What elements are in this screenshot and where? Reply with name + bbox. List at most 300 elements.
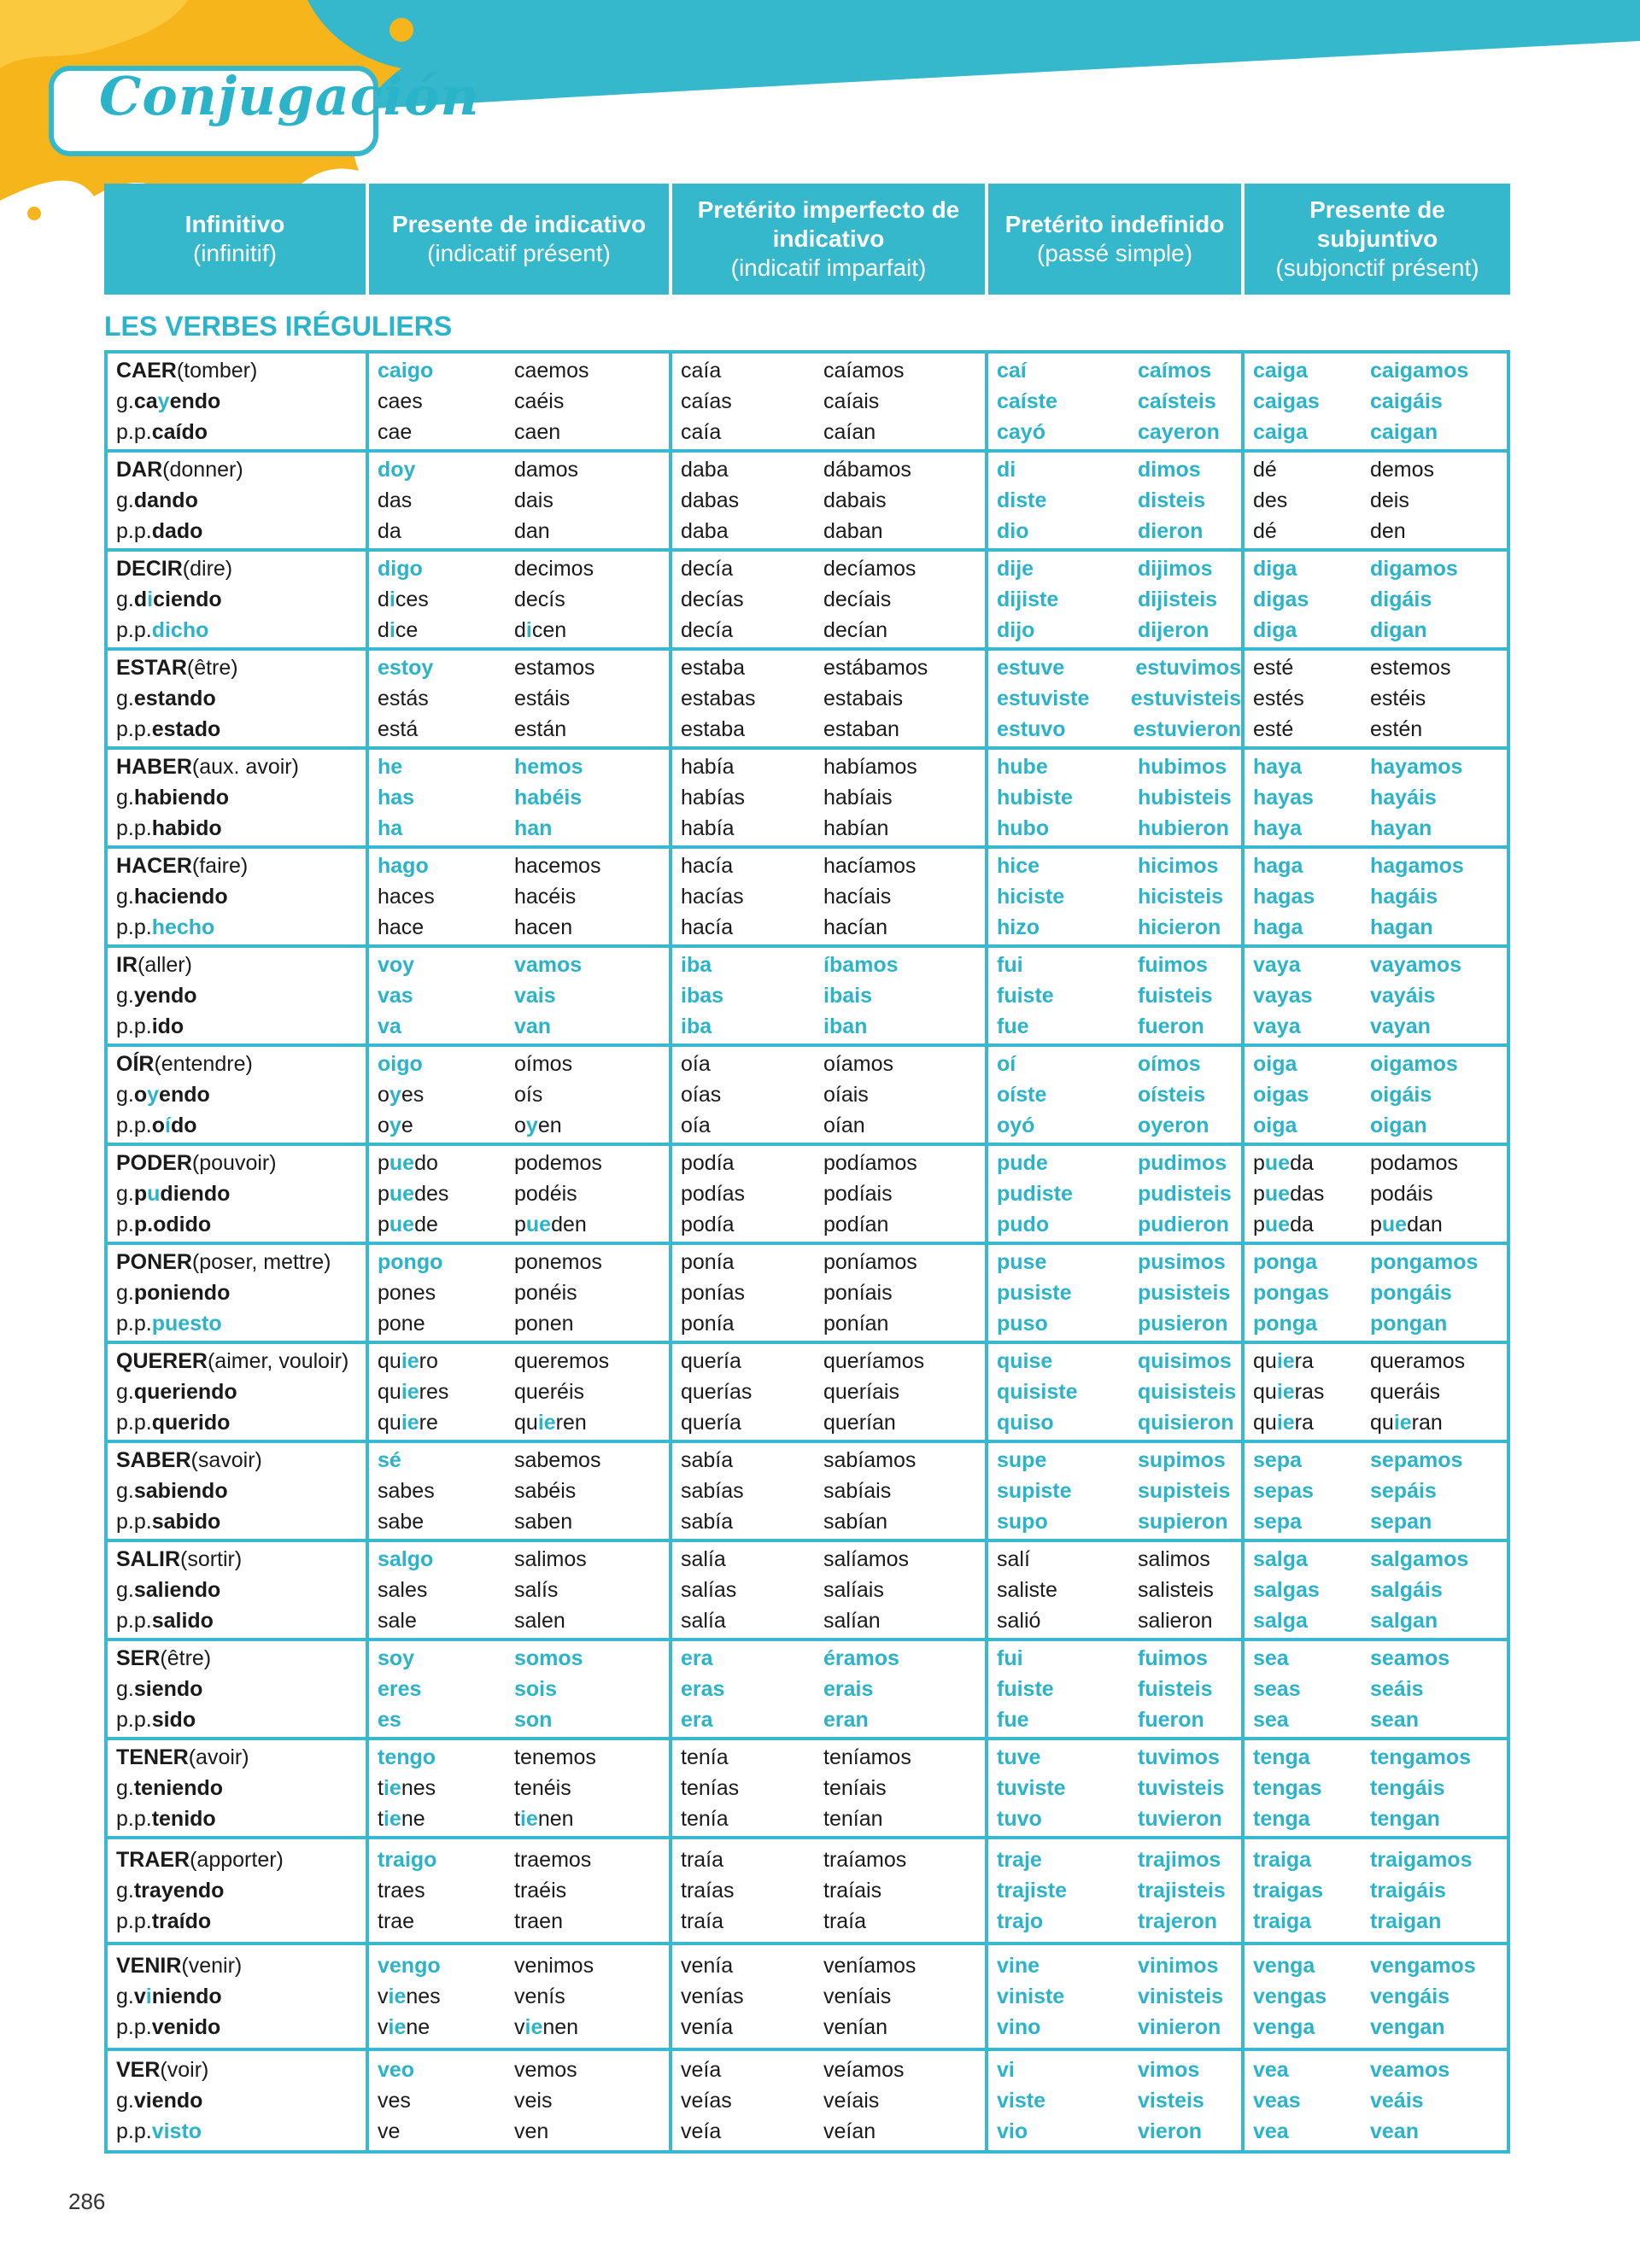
plural-form: sabemos	[514, 1448, 601, 1472]
gerund: g. poniendo	[116, 1281, 231, 1305]
indefinido-cell	[988, 1443, 1245, 1539]
plural-form: van	[514, 1014, 552, 1038]
conjugation-line	[681, 1773, 985, 1803]
header-preterito-imperfecto	[672, 184, 988, 295]
imperfecto-cell	[672, 651, 988, 746]
plural-form: quisimos	[1138, 1349, 1232, 1373]
plural-form: fuimos	[1138, 953, 1208, 977]
conjugation-line	[378, 1605, 669, 1636]
plural-form: cayeron	[1138, 420, 1220, 444]
past-participle: p.p. ido	[116, 1014, 184, 1038]
singular-form: vaya	[1253, 953, 1301, 977]
past-participle: p.p. oído	[116, 1114, 197, 1137]
gerund: g. viniendo	[116, 1984, 222, 2008]
singular-form: estás	[378, 687, 429, 710]
column-headers	[104, 184, 1510, 295]
singular-form: ponía	[681, 1312, 735, 1336]
plural-form: oigan	[1370, 1114, 1427, 1137]
conjugation-line	[681, 751, 985, 782]
conjugation-line	[378, 386, 669, 417]
conjugation-line	[1253, 584, 1507, 615]
header-presente-indicativo	[369, 184, 672, 295]
infinitive: QUERER (aimer, vouloir)	[116, 1349, 349, 1373]
singular-form: caiga	[1253, 359, 1308, 383]
conjugation-line	[378, 1981, 669, 2012]
singular-form: dé	[1253, 458, 1277, 482]
presente-indicativo-cell	[369, 1542, 672, 1638]
infinitive: VENIR (venir)	[116, 1954, 243, 1978]
singular-form: tuvo	[997, 1807, 1042, 1831]
plural-form: decís	[514, 587, 565, 611]
plural-form: salgáis	[1370, 1578, 1443, 1602]
plural-form: hubisteis	[1138, 786, 1232, 810]
conjugation-line	[997, 454, 1241, 485]
infinitive-cell	[108, 750, 369, 845]
singular-form: sea	[1253, 1708, 1289, 1732]
conjugation-line	[681, 1308, 985, 1339]
imperfecto-cell	[672, 849, 988, 944]
plural-form: estaban	[823, 717, 899, 741]
gerund: g. trayendo	[116, 1879, 225, 1903]
conjugation-line	[378, 751, 669, 782]
plural-form: seáis	[1370, 1677, 1424, 1701]
singular-form: salga	[1253, 1609, 1308, 1633]
conjugation-line	[997, 813, 1241, 844]
presente-indicativo-cell	[369, 651, 672, 746]
singular-form: das	[378, 488, 413, 512]
conjugation-line	[681, 912, 985, 943]
conjugation-line	[378, 980, 669, 1011]
conjugation-line	[378, 2085, 669, 2116]
plural-form: oísteis	[1138, 1083, 1206, 1107]
plural-form: veíamos	[823, 2058, 905, 2082]
plural-form: damos	[514, 458, 579, 482]
conjugation-line	[1253, 386, 1507, 417]
past-participle: p.p. querido	[116, 1411, 231, 1435]
conjugation-line	[378, 1544, 669, 1575]
singular-form: es	[378, 1708, 401, 1732]
conjugation-line	[1253, 615, 1507, 646]
verb-row	[104, 1143, 1510, 1242]
conjugation-line	[681, 1906, 985, 1937]
singular-form: esté	[1253, 656, 1294, 680]
conjugation-line	[681, 1148, 985, 1178]
conjugation-line	[1253, 1377, 1507, 1407]
plural-form: vienen	[514, 2015, 579, 2039]
singular-form: veas	[1253, 2089, 1301, 2113]
plural-form: traíamos	[823, 1848, 907, 1872]
singular-form: soy	[378, 1646, 415, 1670]
imperfecto-cell	[672, 1945, 988, 2048]
singular-form: supe	[997, 1448, 1047, 1472]
conjugation-line	[378, 1445, 669, 1476]
plural-form: dijimos	[1138, 557, 1213, 581]
singular-form: oías	[681, 1083, 722, 1107]
subjuntivo-cell	[1245, 1641, 1507, 1737]
conjugation-line	[1253, 1803, 1507, 1834]
plural-form: oímos	[514, 1052, 573, 1076]
conjugation-line	[378, 850, 669, 881]
singular-form: pone	[378, 1312, 425, 1336]
subjuntivo-cell	[1245, 453, 1507, 548]
plural-form: vinieron	[1138, 2015, 1221, 2039]
plural-form: hayáis	[1370, 786, 1437, 810]
infinitive: DAR (donner)	[116, 458, 243, 482]
singular-form: vino	[997, 2015, 1041, 2039]
conjugation-line	[997, 850, 1241, 881]
plural-form: quieran	[1370, 1411, 1443, 1435]
conjugation-line	[1253, 1209, 1507, 1240]
plural-form: ponemos	[514, 1250, 602, 1274]
conjugation-line	[1253, 2116, 1507, 2147]
header-label: Pretérito imperfecto de indicativo	[697, 196, 960, 252]
plural-form: traen	[514, 1909, 563, 1933]
plural-form: estamos	[514, 656, 595, 680]
plural-form: decimos	[514, 557, 594, 581]
singular-form: viniste	[997, 1984, 1065, 2008]
singular-form: vengo	[378, 1954, 441, 1978]
conjugation-line	[1253, 2085, 1507, 2116]
conjugation-line	[681, 1506, 985, 1537]
conjugation-line	[378, 516, 669, 547]
singular-form: haga	[1253, 854, 1303, 878]
subjuntivo-cell	[1245, 651, 1507, 746]
singular-form: diga	[1253, 618, 1297, 642]
past-participle: p. p.odido	[116, 1213, 212, 1236]
singular-form: hiciste	[997, 885, 1065, 909]
conjugation-line	[1253, 1049, 1507, 1079]
plural-form: puedan	[1370, 1213, 1443, 1236]
singular-form: quiso	[997, 1411, 1054, 1435]
conjugation-line	[1253, 1346, 1507, 1377]
conjugation-line	[997, 355, 1241, 386]
conjugation-line	[1253, 1575, 1507, 1605]
conjugation-line	[997, 1950, 1241, 1981]
subjuntivo-cell	[1245, 849, 1507, 944]
plural-form: podíais	[823, 1182, 893, 1206]
plural-form: vengamos	[1370, 1954, 1476, 1978]
indefinido-cell	[988, 1344, 1245, 1440]
plural-form: salen	[514, 1609, 565, 1633]
conjugation-line	[681, 355, 985, 386]
conjugation-line	[997, 615, 1241, 646]
past-participle: p.p. hecho	[116, 915, 215, 939]
plural-form: queremos	[514, 1349, 610, 1373]
indefinido-cell	[988, 1641, 1245, 1737]
singular-form: tenga	[1253, 1807, 1310, 1831]
conjugation-line	[681, 2116, 985, 2147]
singular-form: tengas	[1253, 1776, 1322, 1800]
presente-indicativo-cell	[369, 1146, 672, 1242]
subjuntivo-cell	[1245, 1245, 1507, 1341]
singular-form: puse	[997, 1250, 1047, 1274]
conjugation-line	[1253, 1704, 1507, 1735]
singular-form: querías	[681, 1380, 753, 1404]
past-participle: p.p. puesto	[116, 1312, 222, 1336]
conjugation-line	[997, 1445, 1241, 1476]
plural-form: salimos	[514, 1547, 587, 1571]
singular-form: sabía	[681, 1510, 734, 1534]
conjugation-line	[681, 615, 985, 646]
plural-form: hacían	[823, 915, 888, 939]
conjugation-line	[378, 782, 669, 813]
singular-form: salgo	[378, 1547, 434, 1571]
plural-form: hacen	[514, 915, 573, 939]
singular-form: iba	[681, 1014, 712, 1038]
singular-form: traía	[681, 1848, 724, 1872]
plural-form: estabais	[823, 687, 904, 710]
indefinido-cell	[988, 2051, 1245, 2150]
singular-form: puedo	[378, 1151, 438, 1175]
infinitive: DECIR (dire)	[116, 557, 233, 581]
plural-form: veníais	[823, 1984, 892, 2008]
singular-form: tienes	[378, 1776, 436, 1800]
conjugation-line	[1253, 553, 1507, 584]
conjugation-line	[1253, 1407, 1507, 1438]
singular-form: viste	[997, 2089, 1046, 2113]
infinitive: HABER (aux. avoir)	[116, 755, 299, 779]
singular-form: vayas	[1253, 984, 1313, 1008]
plural-form: tengáis	[1370, 1776, 1445, 1800]
singular-form: he	[378, 755, 403, 779]
plural-form: traía	[823, 1909, 867, 1933]
conjugation-line	[681, 1704, 985, 1735]
indefinido-cell	[988, 651, 1245, 746]
singular-form: quieres	[378, 1380, 449, 1404]
singular-form: vas	[378, 984, 413, 1008]
singular-form: dices	[378, 587, 429, 611]
plural-form: salís	[514, 1578, 559, 1602]
singular-form: ponga	[1253, 1250, 1317, 1274]
conjugation-line	[1253, 1148, 1507, 1178]
plural-form: fuisteis	[1138, 984, 1213, 1008]
singular-form: había	[681, 816, 735, 840]
conjugation-line	[378, 1950, 669, 1981]
conjugation-line	[378, 1407, 669, 1438]
conjugation-line	[378, 1277, 669, 1308]
conjugation-line	[681, 1377, 985, 1407]
singular-form: habías	[681, 786, 746, 810]
singular-form: eras	[681, 1677, 725, 1701]
plural-form: sabíamos	[823, 1448, 917, 1472]
presente-indicativo-cell	[369, 1245, 672, 1341]
plural-form: oigamos	[1370, 1052, 1458, 1076]
singular-form: sabe	[378, 1510, 425, 1534]
singular-form: hubo	[997, 816, 1050, 840]
plural-form: íbamos	[823, 953, 899, 977]
singular-form: trae	[378, 1909, 415, 1933]
presente-indicativo-cell	[369, 1443, 672, 1539]
infinitive-cell	[108, 1443, 369, 1539]
singular-form: salía	[681, 1547, 726, 1571]
past-participle: p.p. habido	[116, 816, 222, 840]
conjugation-line	[1253, 950, 1507, 980]
conjugation-line	[681, 1742, 985, 1773]
gerund: g. teniendo	[116, 1776, 224, 1800]
singular-form: digas	[1253, 587, 1309, 611]
indefinido-cell	[988, 354, 1245, 449]
conjugation-line	[378, 1049, 669, 1079]
plural-form: pusisteis	[1138, 1281, 1231, 1305]
plural-form: habéis	[514, 786, 583, 810]
gerund: g. estando	[116, 687, 216, 710]
conjugation-line	[1253, 1773, 1507, 1803]
singular-form: dabas	[681, 488, 740, 512]
imperfecto-cell	[672, 354, 988, 449]
singular-form: tuviste	[997, 1776, 1066, 1800]
past-participle: p.p. sido	[116, 1708, 196, 1732]
infinitive-cell	[108, 1245, 369, 1341]
singular-form: estaba	[681, 717, 746, 741]
plural-form: estuvieron	[1133, 717, 1241, 741]
plural-form: salimos	[1138, 1547, 1210, 1571]
gerund: g. diciendo	[116, 587, 222, 611]
conjugation-line	[681, 2012, 985, 2043]
singular-form: diste	[997, 488, 1047, 512]
indefinido-cell	[988, 1740, 1245, 1836]
conjugation-line	[378, 1377, 669, 1407]
conjugation-line	[378, 1875, 669, 1906]
infinitive: CAER (tomber)	[116, 359, 258, 383]
indefinido-cell	[988, 1839, 1245, 1942]
singular-form: oyó	[997, 1114, 1035, 1137]
plural-form: oíamos	[823, 1052, 893, 1076]
indefinido-cell	[988, 1047, 1245, 1143]
singular-form: hacía	[681, 854, 734, 878]
plural-form: erais	[823, 1677, 874, 1701]
singular-form: tenía	[681, 1745, 729, 1769]
conjugation-line	[997, 1346, 1241, 1377]
plural-form: hagamos	[1370, 854, 1464, 878]
conjugation-line	[681, 1178, 985, 1209]
presente-indicativo-cell	[369, 1641, 672, 1737]
conjugation-line	[681, 1209, 985, 1240]
infinitive-cell	[108, 552, 369, 647]
subjuntivo-cell	[1245, 1542, 1507, 1638]
conjugation-line	[681, 553, 985, 584]
singular-form: ibas	[681, 984, 724, 1008]
plural-form: sabían	[823, 1510, 888, 1534]
singular-form: pongo	[378, 1250, 443, 1274]
conjugation-line	[378, 813, 669, 844]
conjugation-line	[997, 782, 1241, 813]
conjugation-line	[681, 1950, 985, 1981]
conjugation-line	[1253, 1079, 1507, 1110]
verb-row	[104, 1242, 1510, 1341]
plural-form: oís	[514, 1083, 543, 1107]
singular-form: daba	[681, 458, 729, 482]
singular-form: podías	[681, 1182, 746, 1206]
presente-indicativo-cell	[369, 750, 672, 845]
conjugation-line	[681, 1110, 985, 1141]
infinitive: HACER (faire)	[116, 854, 249, 878]
infinitive: TRAER (apporter)	[116, 1848, 284, 1872]
plural-form: están	[514, 717, 567, 741]
infinitive: SER (être)	[116, 1646, 212, 1670]
singular-form: dé	[1253, 519, 1277, 543]
subjuntivo-cell	[1245, 1945, 1507, 2048]
plural-form: vais	[514, 984, 556, 1008]
singular-form: está	[378, 717, 419, 741]
plural-form: pongan	[1370, 1312, 1448, 1336]
page-number: 286	[68, 2189, 106, 2214]
plural-form: ponéis	[514, 1281, 577, 1305]
conjugation-line	[378, 1346, 669, 1377]
conjugation-line	[681, 1476, 985, 1506]
conjugation-line	[378, 355, 669, 386]
plural-form: demos	[1370, 458, 1435, 482]
plural-form: oyen	[514, 1114, 562, 1137]
singular-form: saliste	[997, 1578, 1057, 1602]
singular-form: eres	[378, 1677, 422, 1701]
plural-form: pongáis	[1370, 1281, 1452, 1305]
singular-form: pusiste	[997, 1281, 1072, 1305]
singular-form: quieras	[1253, 1380, 1325, 1404]
singular-form: fuiste	[997, 1677, 1054, 1701]
conjugation-line	[1253, 2012, 1507, 2043]
plural-form: poníamos	[823, 1250, 917, 1274]
subjuntivo-cell	[1245, 354, 1507, 449]
imperfecto-cell	[672, 1146, 988, 1242]
conjugation-line	[997, 2012, 1241, 2043]
singular-form: era	[681, 1708, 713, 1732]
conjugation-line	[681, 980, 985, 1011]
conjugation-line	[378, 1308, 669, 1339]
conjugation-line	[681, 1674, 985, 1704]
presente-indicativo-cell	[369, 2051, 672, 2150]
conjugation-line	[681, 1544, 985, 1575]
singular-form: salías	[681, 1578, 737, 1602]
singular-form: caías	[681, 389, 732, 413]
plural-form: sepamos	[1370, 1448, 1463, 1472]
plural-form: hayan	[1370, 816, 1432, 840]
conjugation-line	[378, 881, 669, 912]
conjugation-line	[378, 584, 669, 615]
conjugation-line	[681, 683, 985, 714]
conjugation-line	[378, 553, 669, 584]
singular-form: pongas	[1253, 1281, 1329, 1305]
indefinido-cell	[988, 453, 1245, 548]
singular-form: salí	[997, 1547, 1030, 1571]
singular-form: quiero	[378, 1349, 438, 1373]
conjugation-line	[997, 1377, 1241, 1407]
conjugation-line	[378, 2012, 669, 2043]
imperfecto-cell	[672, 1047, 988, 1143]
gerund: g. yendo	[116, 984, 197, 1008]
past-participle: p.p. traído	[116, 1909, 212, 1933]
infinitive-cell	[108, 453, 369, 548]
conjugation-line	[378, 1178, 669, 1209]
infinitive-cell	[108, 1146, 369, 1242]
singular-form: hice	[997, 854, 1040, 878]
singular-form: tuve	[997, 1745, 1041, 1769]
conjugation-line	[1253, 1742, 1507, 1773]
plural-form: quisieron	[1138, 1411, 1234, 1435]
plural-form: salgamos	[1370, 1547, 1469, 1571]
plural-form: teníamos	[823, 1745, 911, 1769]
conjugation-line	[681, 1247, 985, 1277]
conjugation-line	[681, 2055, 985, 2085]
plural-form: podéis	[514, 1182, 577, 1206]
singular-form: vine	[997, 1954, 1040, 1978]
plural-form: salían	[823, 1609, 881, 1633]
singular-form: venías	[681, 1984, 744, 2008]
singular-form: quería	[681, 1411, 741, 1435]
subjuntivo-cell	[1245, 2051, 1507, 2150]
singular-form: caes	[378, 389, 423, 413]
singular-form: pueda	[1253, 1151, 1314, 1175]
plural-form: dan	[514, 519, 550, 543]
